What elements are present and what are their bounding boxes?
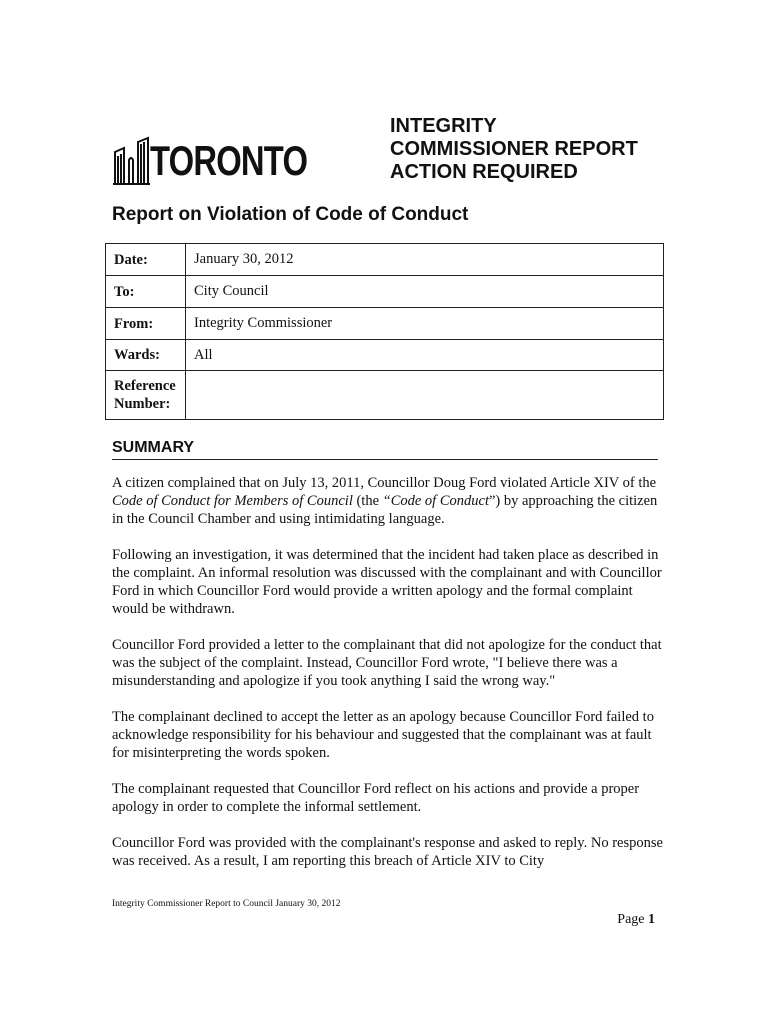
summary-paragraph: Following an investigation, it was determined that the incident had taken place as described in the complaint. An informal resolution was discussed with the complainant and with Councillor Ford in which Councillor Ford would provide a written apology and the formal complaint would be withdrawn. xyxy=(112,547,662,617)
logo-wordmark: TORONTO xyxy=(150,137,308,184)
table-row xyxy=(106,244,664,276)
paragraph-text: (the xyxy=(352,493,383,509)
page-number-value: 1 xyxy=(648,912,655,927)
report-heading-line: INTEGRITY xyxy=(390,115,497,137)
summary-paragraph: Councillor Ford provided a letter to the complainant that did not apologize for the conduct that was the subject of the complaint. Instead, Councillor Ford wrote, "I believe there was a misunderstanding and apologize if you took anything I said the wrong way." xyxy=(112,637,662,689)
summary-paragraph: The complainant requested that Councillor Ford reflect on his actions and provide a proper apology in order to complete the informal settlement. xyxy=(112,781,640,815)
toronto-logo xyxy=(112,134,308,190)
date-label: Date: xyxy=(106,244,186,276)
wards-value: All xyxy=(186,340,664,371)
table-row xyxy=(106,371,664,420)
summary-paragraph: The complainant declined to accept the letter as an apology because Councillor Ford failed to acknowledge responsibility for his behaviour and suggested that the complainant was at fault for misinterpreting the words spoken. xyxy=(112,709,654,761)
table-row xyxy=(106,308,664,340)
table-row xyxy=(106,340,664,371)
footer-text: Integrity Commissioner Report to Council January 30, 2012 xyxy=(112,899,341,909)
code-of-conduct-short-title: “Code of Conduct xyxy=(382,493,489,509)
from-label: From: xyxy=(106,308,186,340)
date-value: January 30, 2012 xyxy=(186,244,664,276)
summary-paragraph xyxy=(112,474,668,528)
summary-paragraph: Councillor Ford was provided with the complainant's response and asked to reply. No response was received. As a result, I am reporting this breach of Article XIV to City xyxy=(112,835,663,869)
report-title: Report on Violation of Code of Conduct xyxy=(112,204,469,225)
city-hall-icon xyxy=(112,134,152,186)
table-row xyxy=(106,276,664,308)
report-info-table xyxy=(105,243,664,420)
summary-body xyxy=(112,474,668,888)
report-heading-line: ACTION REQUIRED xyxy=(390,161,578,183)
page-label: Page xyxy=(617,912,645,927)
wards-label: Wards: xyxy=(106,340,186,371)
report-heading xyxy=(390,115,638,184)
paragraph-text: A citizen complained that on July 13, 2011, Councillor Doug Ford violated Article XIV of the xyxy=(112,475,657,491)
reference-number-value xyxy=(186,371,664,420)
paragraph-text: ”) by approaching the citizen in the Council Chamber and using intimidating language. xyxy=(112,493,658,527)
report-heading-line: COMMISSIONER REPORT xyxy=(390,138,638,160)
page-number xyxy=(617,911,655,929)
code-of-conduct-title: Code of Conduct for Members of Council xyxy=(112,493,353,509)
from-value: Integrity Commissioner xyxy=(186,308,664,340)
to-value: City Council xyxy=(186,276,664,308)
reference-number-label: Reference Number: xyxy=(106,371,186,420)
summary-heading: SUMMARY xyxy=(112,438,658,460)
to-label: To: xyxy=(106,276,186,308)
